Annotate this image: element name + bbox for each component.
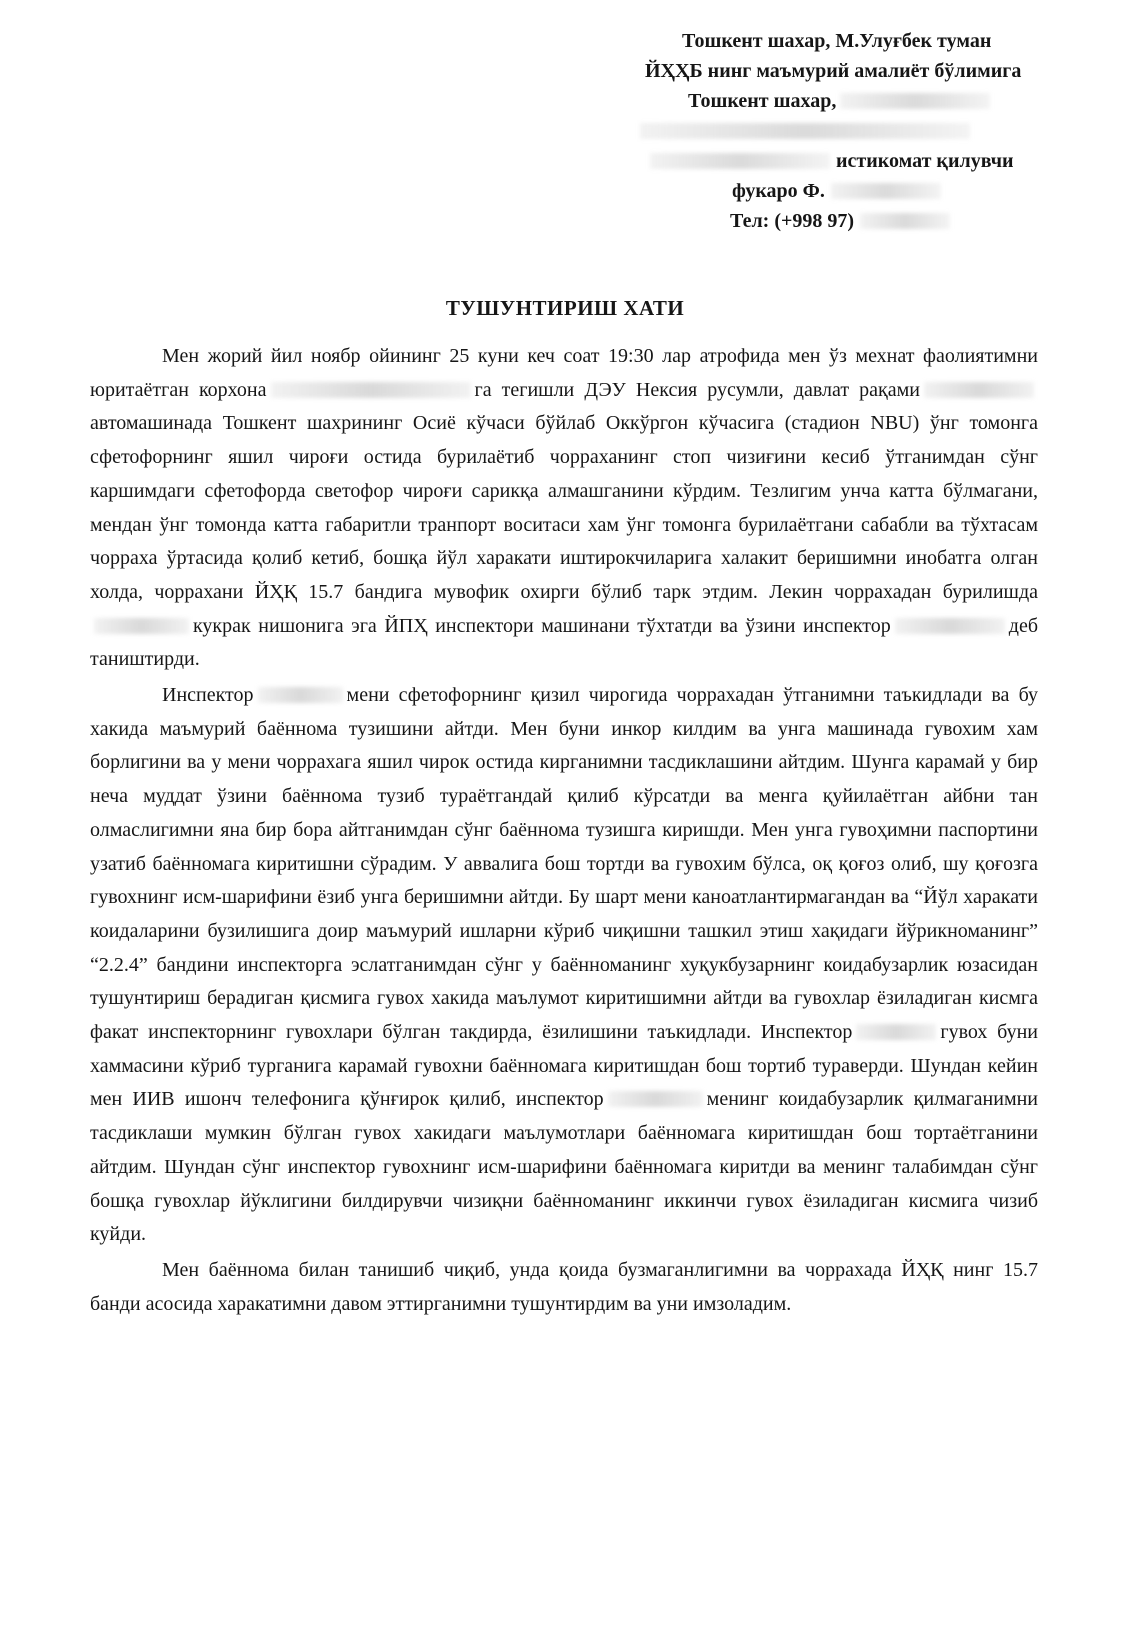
header-line-department: ЙҲҲБ нинг маъмурий амалиёт бўлимига (645, 60, 1022, 82)
redacted-company (271, 382, 471, 398)
paragraph-2 (90, 679, 1038, 1252)
header-line-phone (600, 206, 1070, 236)
p1-text-d: кукрак нишонига эга ЙПҲ инспектори машинани тўхтатди ва ўзини инспектор (193, 614, 891, 637)
redacted-phone (860, 213, 950, 229)
header-line-redacted (600, 116, 1070, 146)
p1-text-a: Мен жорий йил ноябр ойининг 25 куни кеч соат 19:30 лар атрофида мен ўз мехнат фаолиятимни юритаётган корхона (90, 345, 1038, 401)
p1-text-b: га тегишли ДЭУ Нексия русумли, давлат рақами (474, 378, 920, 401)
redacted-plate (924, 382, 1034, 398)
header-phone-text: Тел: (+998 97) (730, 210, 855, 232)
p2-text-c: гувох буни хаммасини кўриб турганига карамай гувохни баённомага киритишдан бош тортиб тураверди. Шундан кейин мен ИИВ ишонч телефонига қўнғирок қилиб, инспектор (90, 1021, 1038, 1111)
header-citizen-text: фукаро Ф. (732, 180, 825, 202)
redacted-inspector-name (258, 687, 343, 703)
header-line-residence (600, 146, 1070, 176)
redacted-name (831, 183, 941, 199)
p1-text-e: деб таништирди. (90, 614, 1038, 671)
p2-text-b: мени сфетофорнинг қизил чирогида чоррахадан ўтганимни таъкидлади ва бу хакида маъмурий баённома тузишини айтди. Мен буни инкор килдим ва унга машинада гувохим хам борлигини ва у мени чоррахага яшил чирок остида кирганимни тасдиклашини айтдим. Шунга карамай у бир неча муддат ўзини баённома тузиб тураётгандай қилиб кўрсатди ва менга қуйилаётган айбни тан олмаслигимни яна бир бора айтганимдан сўнг баённома тузишга киришди. Мен унга гувоҳимни паспортини узатиб баённомага киритишни сўрадим. У аввалига бош тортди ва гувохим бўлса, оқ қоғоз олиб, шу қоғозга гувохнинг исм-шарифини ёзиб унга беришимни айтди. Бу шарт мени каноатлантирмагандан ва “Йўл харакати коидаларини бузилишига доир маъмурий ишларни кўриб чиқишни ташкил этиш хақидаги йўрикноманинг” “2.2.4” бандини инспекторга эслатганимдан сўнг у баённоманинг хуқукбузарнинг коидабузарлик юзасидан тушунтириш берадиган қисмига гувох хакида маълумот киритишимни айтди ва гувохлар ёзиладиган кисмга факат инспекторнинг гувохлари бўлган такдирда, ёзилишини таъкидлади. Инспектор (90, 684, 1038, 1044)
header-city-text: Тошкент шахар, (688, 90, 837, 112)
document-body (90, 340, 1038, 1321)
redacted-inspector-name (856, 1024, 936, 1040)
redacted-badge (94, 618, 189, 634)
header-line-citizen (600, 176, 1070, 206)
redacted-inspector-name (608, 1091, 703, 1107)
header-line-district: Тошкент шахар, М.Улуғбек туман (682, 30, 992, 52)
document-title: ТУШУНТИРИШ ХАТИ (445, 296, 685, 320)
paragraph-3: Мен баённома билан танишиб чиқиб, унда қоида бузмаганлигимни ва чоррахада ЙҲҚ нинг 15.7 банди асосида харакатимни давом эттирганимни тушунтирдим ва уни имзоладим. (90, 1258, 1038, 1315)
redacted-address-part (650, 153, 830, 169)
addressee-block (600, 26, 1070, 236)
header-line-city (600, 86, 1070, 116)
p1-text-c: автомашинада Тошкент шахрининг Осиё кўчаси бўйлаб Оккўргон кўчасига (стадион NBU) ўнг томонга сфетофорнинг яшил чироғи остида бурилаётиб чорраханинг стоп чизиғини кесиб ўтганимдан сўнг каршимдаги сфетофорда светофор чироғи сарикқа алмашганини кўрдим. Тезлигим унча катта бўлмагани, мендан ўнг томонда катта габаритли транпорт воситаси хам ўнг томонга бурилаётгани сабабли ва тўхтасам чорраха ўртасида қолиб кетиб, бошқа йўл харакати иштирокчиларига халакит беришимни инобатга олган холда, чоррахани ЙҲҚ 15.7 бандига мувофик охирги бўлиб тарк этдим. Лекин чоррахадан бурилишда (90, 412, 1038, 603)
p2-text-d: менинг коидабузарлик қилмаганимни тасдиклаши мумкин бўлган гувох хакидаги маълумотлари баённомага киритишдан бош тортаётганини айтдим. Шундан сўнг инспектор гувохнинг исм-шарифини баённомага киритди ва менинг талабимдан сўнг бошқа гувохлар йўклигини билдирувчи чизиқни баённоманинг иккинчи гувох ёзиладиган кисмига чизиб куйди. (90, 1088, 1038, 1246)
redacted-address-line (640, 123, 970, 139)
redacted-inspector-name (895, 618, 1005, 634)
redacted-address (840, 93, 990, 109)
paragraph-1 (90, 340, 1038, 677)
p2-text-a: Инспектор (162, 684, 254, 707)
header-residence-text: истикомат қилувчи (836, 150, 1014, 172)
